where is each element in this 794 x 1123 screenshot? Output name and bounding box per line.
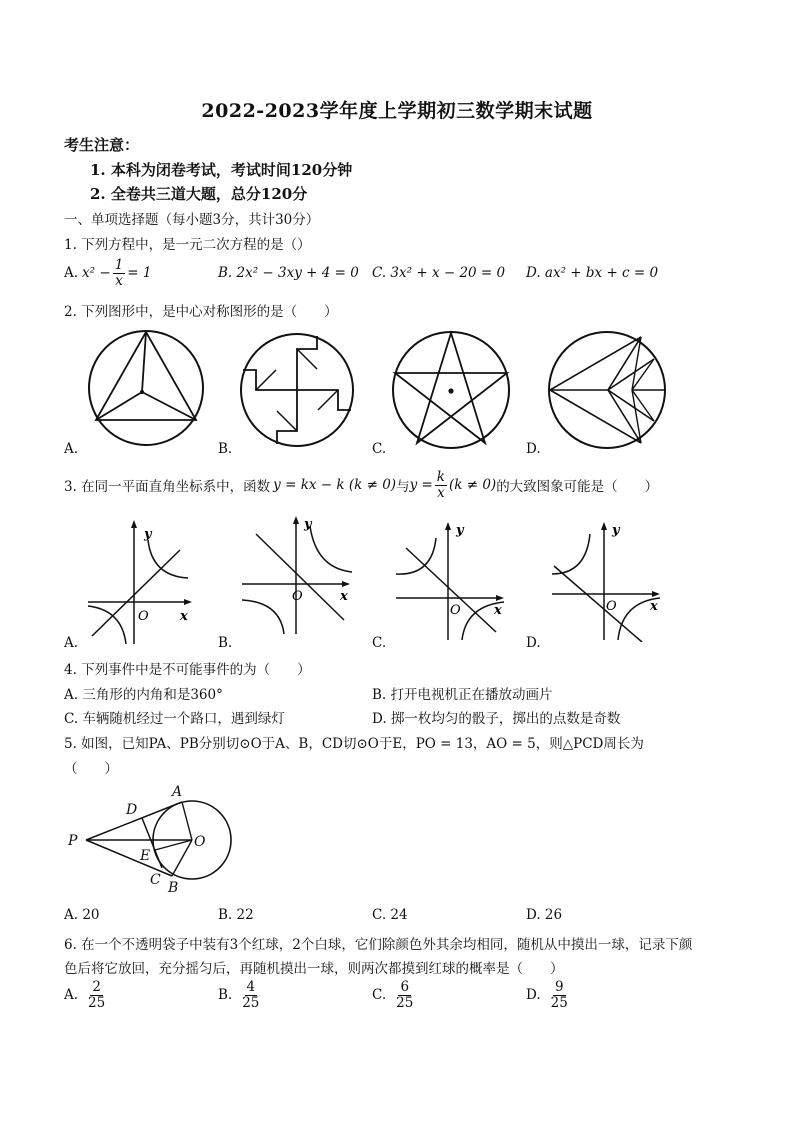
section-heading: 一、单项选择题（每小题3分，共计30分） — [64, 212, 320, 228]
q3-label-d: D. — [526, 635, 541, 651]
q2-label-a: A. — [64, 441, 79, 457]
axis-x-label: x — [340, 589, 348, 604]
point-a-label: A — [172, 784, 183, 800]
q3-stem-mid: 与 — [396, 479, 410, 496]
origin-label: O — [606, 599, 617, 614]
axis-x-label: x — [650, 599, 658, 614]
q1-option-c: C. 3x² + x − 20 = 0 — [372, 265, 506, 281]
q5-paren: （ ） — [64, 761, 118, 777]
axis-y-label: y — [144, 527, 152, 542]
point-o-label: O — [194, 834, 206, 850]
q1-option-d: D. ax² + bx + c = 0 — [526, 265, 659, 281]
q2-stem: 2. 下列图形中，是中心对称图形的是（ ） — [64, 304, 338, 320]
axis-y-label: y — [456, 523, 464, 538]
q3-func1: y = kx − k (k ≠ 0) — [273, 477, 397, 494]
q3-stem-post: 的大致图象可能是（ ） — [496, 479, 659, 496]
q6-a-label: A. — [64, 987, 79, 1004]
q4-option-c: C. 车辆随机经过一个路口，遇到绿灯 — [64, 711, 285, 727]
axis-y-label: y — [304, 517, 312, 532]
q6-option-d — [526, 980, 572, 1011]
notice-item: 1. 本科为闭卷考试，考试时间120分钟 — [90, 161, 353, 179]
q5-option-d: D. 26 — [526, 907, 563, 923]
q5-stem: 5. 如图，已知PA、PB分别切⊙O于A、B，CD切⊙O于E，PO = 13，AO = 5，则△PCD周长为 — [64, 736, 644, 752]
q1-a-num: 1 — [114, 257, 124, 273]
q3-graph-b — [238, 512, 354, 636]
point-e-label: E — [140, 848, 151, 864]
point-p-label: P — [68, 833, 78, 849]
q3-label-b: B. — [218, 635, 233, 651]
q6-b-label: B. — [218, 987, 233, 1004]
q3-label-a: A. — [64, 635, 79, 651]
q3-func2-pre: y = — [409, 477, 433, 494]
q6-b-den: 25 — [242, 994, 260, 1011]
q6-d-label: D. — [526, 987, 541, 1004]
point-b-label: B — [168, 880, 179, 896]
q2-figure-c — [390, 329, 512, 451]
q6-option-c — [372, 980, 417, 1011]
q6-option-b — [218, 980, 263, 1011]
q6-option-a — [64, 980, 109, 1011]
axis-x-label: x — [180, 609, 188, 624]
q4-stem: 4. 下列事件中是不可能事件的为（ ） — [64, 662, 311, 678]
origin-label: O — [292, 589, 303, 604]
origin-label: O — [450, 603, 461, 618]
q2-figure-d — [546, 329, 668, 451]
q4-option-b: B. 打开电视机正在播放动画片 — [372, 687, 553, 703]
q6-stem-line1: 6. 在一个不透明袋子中装有3个红球，2个白球，它们除颜色外其余均相同，随机从中摸出一球，记录下颜 — [64, 937, 693, 953]
q6-d-den: 25 — [550, 994, 568, 1011]
q6-c-den: 25 — [396, 994, 414, 1011]
q6-a-den: 25 — [88, 994, 106, 1011]
q3-func2-num: k — [436, 469, 445, 485]
q6-a-num: 2 — [92, 979, 101, 995]
q1-option-b: B. 2x² − 3xy + 4 = 0 — [218, 265, 359, 281]
q1-a-den: x — [115, 272, 123, 289]
q6-c-num: 6 — [400, 979, 410, 995]
q4-option-d: D. 掷一枚均匀的骰子，掷出的点数是奇数 — [372, 711, 621, 727]
q1-stem: 1. 下列方程中，是一元二次方程的是（） — [64, 237, 311, 253]
q3-graph-d — [548, 518, 664, 642]
q5-figure — [64, 780, 244, 898]
q3-graph-a — [84, 516, 196, 646]
q2-figure-b — [238, 331, 356, 449]
page-title: 2022-2023学年度上学期初三数学期末试题 — [201, 100, 593, 122]
point-d-label: D — [126, 802, 138, 818]
q3-label-c: C. — [372, 635, 387, 651]
q4-option-a: A. 三角形的内角和是360° — [64, 687, 223, 703]
q5-option-b: B. 22 — [218, 907, 254, 923]
q2-figure-a — [84, 326, 208, 450]
q1-a-post: = 1 — [127, 265, 152, 282]
axis-x-label: x — [494, 603, 502, 618]
q6-c-label: C. — [372, 987, 387, 1004]
q1-option-a — [64, 258, 151, 289]
q2-label-b: B. — [218, 441, 233, 457]
q5-option-a: A. 20 — [64, 907, 100, 923]
axis-y-label: y — [612, 523, 620, 538]
q1-a-label: A. — [64, 265, 79, 282]
q3-graph-c — [392, 518, 508, 642]
q3-stem-pre: 3. 在同一平面直角坐标系中，函数 — [64, 479, 271, 496]
point-c-label: C — [150, 872, 161, 888]
q6-b-num: 4 — [246, 979, 256, 995]
q3-func2-den: x — [437, 484, 445, 501]
origin-label: O — [138, 609, 149, 624]
q6-stem-line2: 色后将它放回，充分摇匀后，再随机摸出一球，则两次都摸到红球的概率是（ ） — [64, 961, 564, 977]
q2-label-c: C. — [372, 441, 387, 457]
q5-option-c: C. 24 — [372, 907, 408, 923]
q2-label-d: D. — [526, 441, 541, 457]
q3-stem — [64, 470, 658, 501]
notice-item: 2. 全卷共三道大题，总分120分 — [90, 185, 308, 203]
q3-func2-post: (k ≠ 0) — [448, 477, 497, 494]
q6-d-num: 9 — [554, 979, 564, 995]
notice-heading: 考生注意： — [64, 136, 140, 154]
q1-a-pre: x² − — [82, 265, 111, 282]
